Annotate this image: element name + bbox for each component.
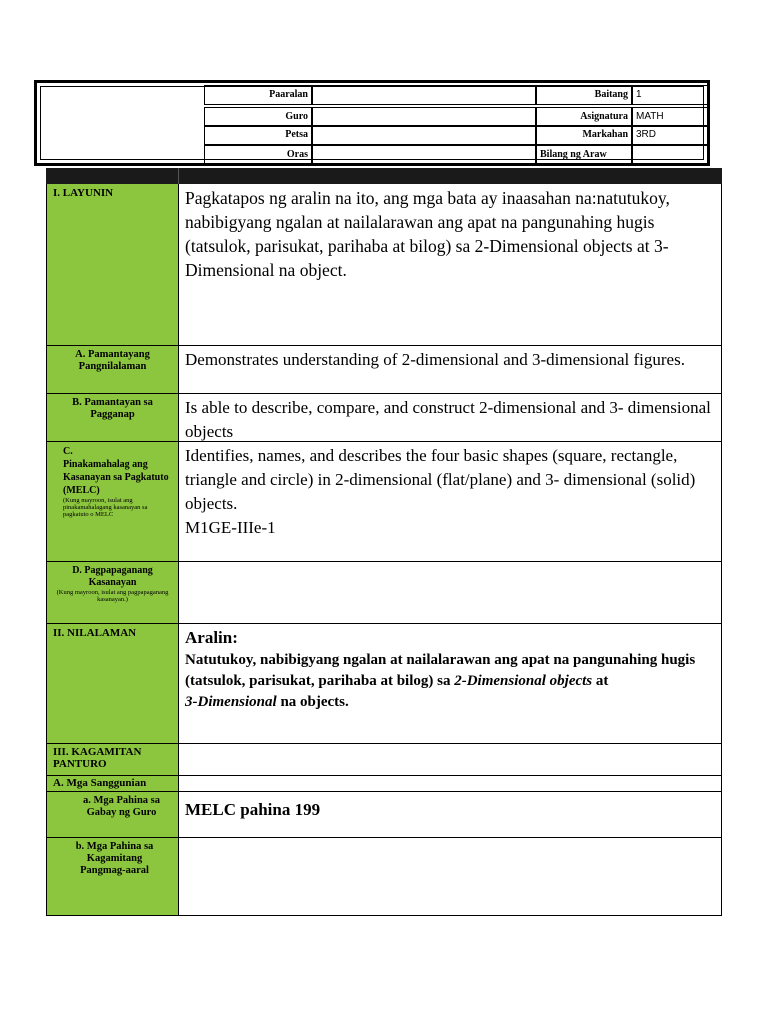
pamantayan-pagganap-text[interactable]: Is able to describe, compare, and construct 2-dimensional and 3- dimensional objects: [185, 398, 711, 441]
pamantayang-pangnilalaman-text[interactable]: Demonstrates understanding of 2-dimensional and 3-dimensional figures.: [185, 350, 685, 369]
gabay-label: a. Mga Pahina sa Gabay ng Guro: [47, 792, 179, 837]
row-kagamitan-panturo: [46, 744, 722, 776]
row-nilalaman: [46, 624, 722, 744]
row-pamantayang-pangnilalaman: [46, 346, 722, 394]
melc-cell: [179, 442, 721, 561]
row-pamantayan-pagganap: [46, 394, 722, 442]
lesson-plan-grid: [46, 168, 722, 916]
asignatura-field[interactable]: MATH: [632, 107, 708, 127]
melc-label: [47, 442, 179, 561]
row-layunin: [46, 184, 722, 346]
kagamitan-label: III. KAGAMITAN PANTURO: [47, 744, 179, 775]
kagamitan-text[interactable]: [179, 744, 721, 775]
guro-field[interactable]: [312, 107, 536, 127]
bilang-ng-araw-label: Bilang ng Araw: [536, 145, 632, 165]
asignatura-label: Asignatura: [536, 107, 632, 127]
nilalaman-cell: [179, 624, 721, 743]
petsa-label: Petsa: [204, 125, 312, 145]
aralin-italic-1: 2-Dimensional objects: [454, 673, 593, 689]
markahan-field[interactable]: 3RD: [632, 125, 708, 145]
melc-label-note: (Kung mayroon, isulat ang pinakamahalagang kasanayan sa pagkatuto o MELC: [63, 497, 148, 518]
header-dark-bar: [46, 168, 722, 184]
petsa-field[interactable]: [312, 125, 536, 145]
melc-code[interactable]: M1GE-IIIe-1: [185, 518, 276, 537]
melc-text[interactable]: Identifies, names, and describes the four basic shapes (square, rectangle, triangle and circle) in 2-dimensional (flat/plane) and 3- dimensional (solid) objects.: [185, 446, 696, 513]
row-mga-sanggunian: [46, 776, 722, 792]
row-melc: [46, 442, 722, 562]
aralin-heading: Aralin:: [185, 628, 238, 647]
baitang-field[interactable]: 1: [632, 85, 708, 105]
markahan-label: Markahan: [536, 125, 632, 145]
aralin-text-2: at: [592, 673, 609, 689]
aralin-text-3: na objects.: [276, 694, 349, 710]
nilalaman-label: II. NILALAMAN: [47, 624, 179, 743]
kagamitang-label: b. Mga Pahina sa Kagamitang Pangmag-aaral: [47, 838, 179, 915]
row-kagamitang-pangmag-aaral: [46, 838, 722, 916]
bilang-ng-araw-field[interactable]: [632, 145, 708, 165]
guro-label: Guro: [204, 107, 312, 127]
pamantayang-pangnilalaman-label: A. Pamantayang Pangnilalaman: [47, 346, 179, 393]
pagpapaganang-label-cell: [47, 562, 179, 623]
pagpapaganang-note: (Kung mayroon, isulat ang pagpapaganang kasanayan.): [56, 589, 169, 603]
baitang-label: Baitang: [536, 85, 632, 105]
pamantayan-pagganap-label: B. Pamantayan sa Pagganap: [47, 394, 179, 441]
aralin-text-1: Natutukoy, nabibigyang ngalan at nailalarawan ang apat na pangunahing hugis (tatsulok, parisukat, parihaba at bilog) sa: [185, 652, 696, 689]
melc-label-prefix: C.: [63, 446, 73, 457]
layunin-text[interactable]: Pagkatapos ng aralin na ito, ang mga bata ay inaasahan na:natutukoy, nabibigyang ngalan at nailalarawan ang apat na pangunahing hugis (tatsulok, parisukat, parihaba at bilog) sa 2-Dimensional objects at 3-Dimensional na object.: [185, 188, 670, 280]
pagpapaganang-text[interactable]: [179, 562, 721, 623]
melc-label-main: Pinakamahalag ang Kasanayan sa Pagkatuto (MELC): [63, 459, 169, 496]
layunin-label: I. LAYUNIN: [47, 184, 179, 345]
paaralan-field[interactable]: [312, 85, 536, 105]
row-gabay-ng-guro: [46, 792, 722, 838]
sanggunian-text[interactable]: [179, 776, 721, 791]
row-pagpapaganang-kasanayan: [46, 562, 722, 624]
paaralan-label: Paaralan: [204, 85, 312, 105]
pagpapaganang-label: D. Pagpapaganang Kasanayan: [72, 565, 153, 588]
aralin-text[interactable]: [185, 650, 715, 713]
sanggunian-label: A. Mga Sanggunian: [47, 776, 179, 791]
oras-field[interactable]: [312, 145, 536, 165]
aralin-italic-2: 3-Dimensional: [185, 694, 277, 710]
oras-label: Oras: [204, 145, 312, 165]
gabay-text[interactable]: MELC pahina 199: [185, 800, 321, 819]
kagamitang-text[interactable]: [179, 838, 721, 915]
